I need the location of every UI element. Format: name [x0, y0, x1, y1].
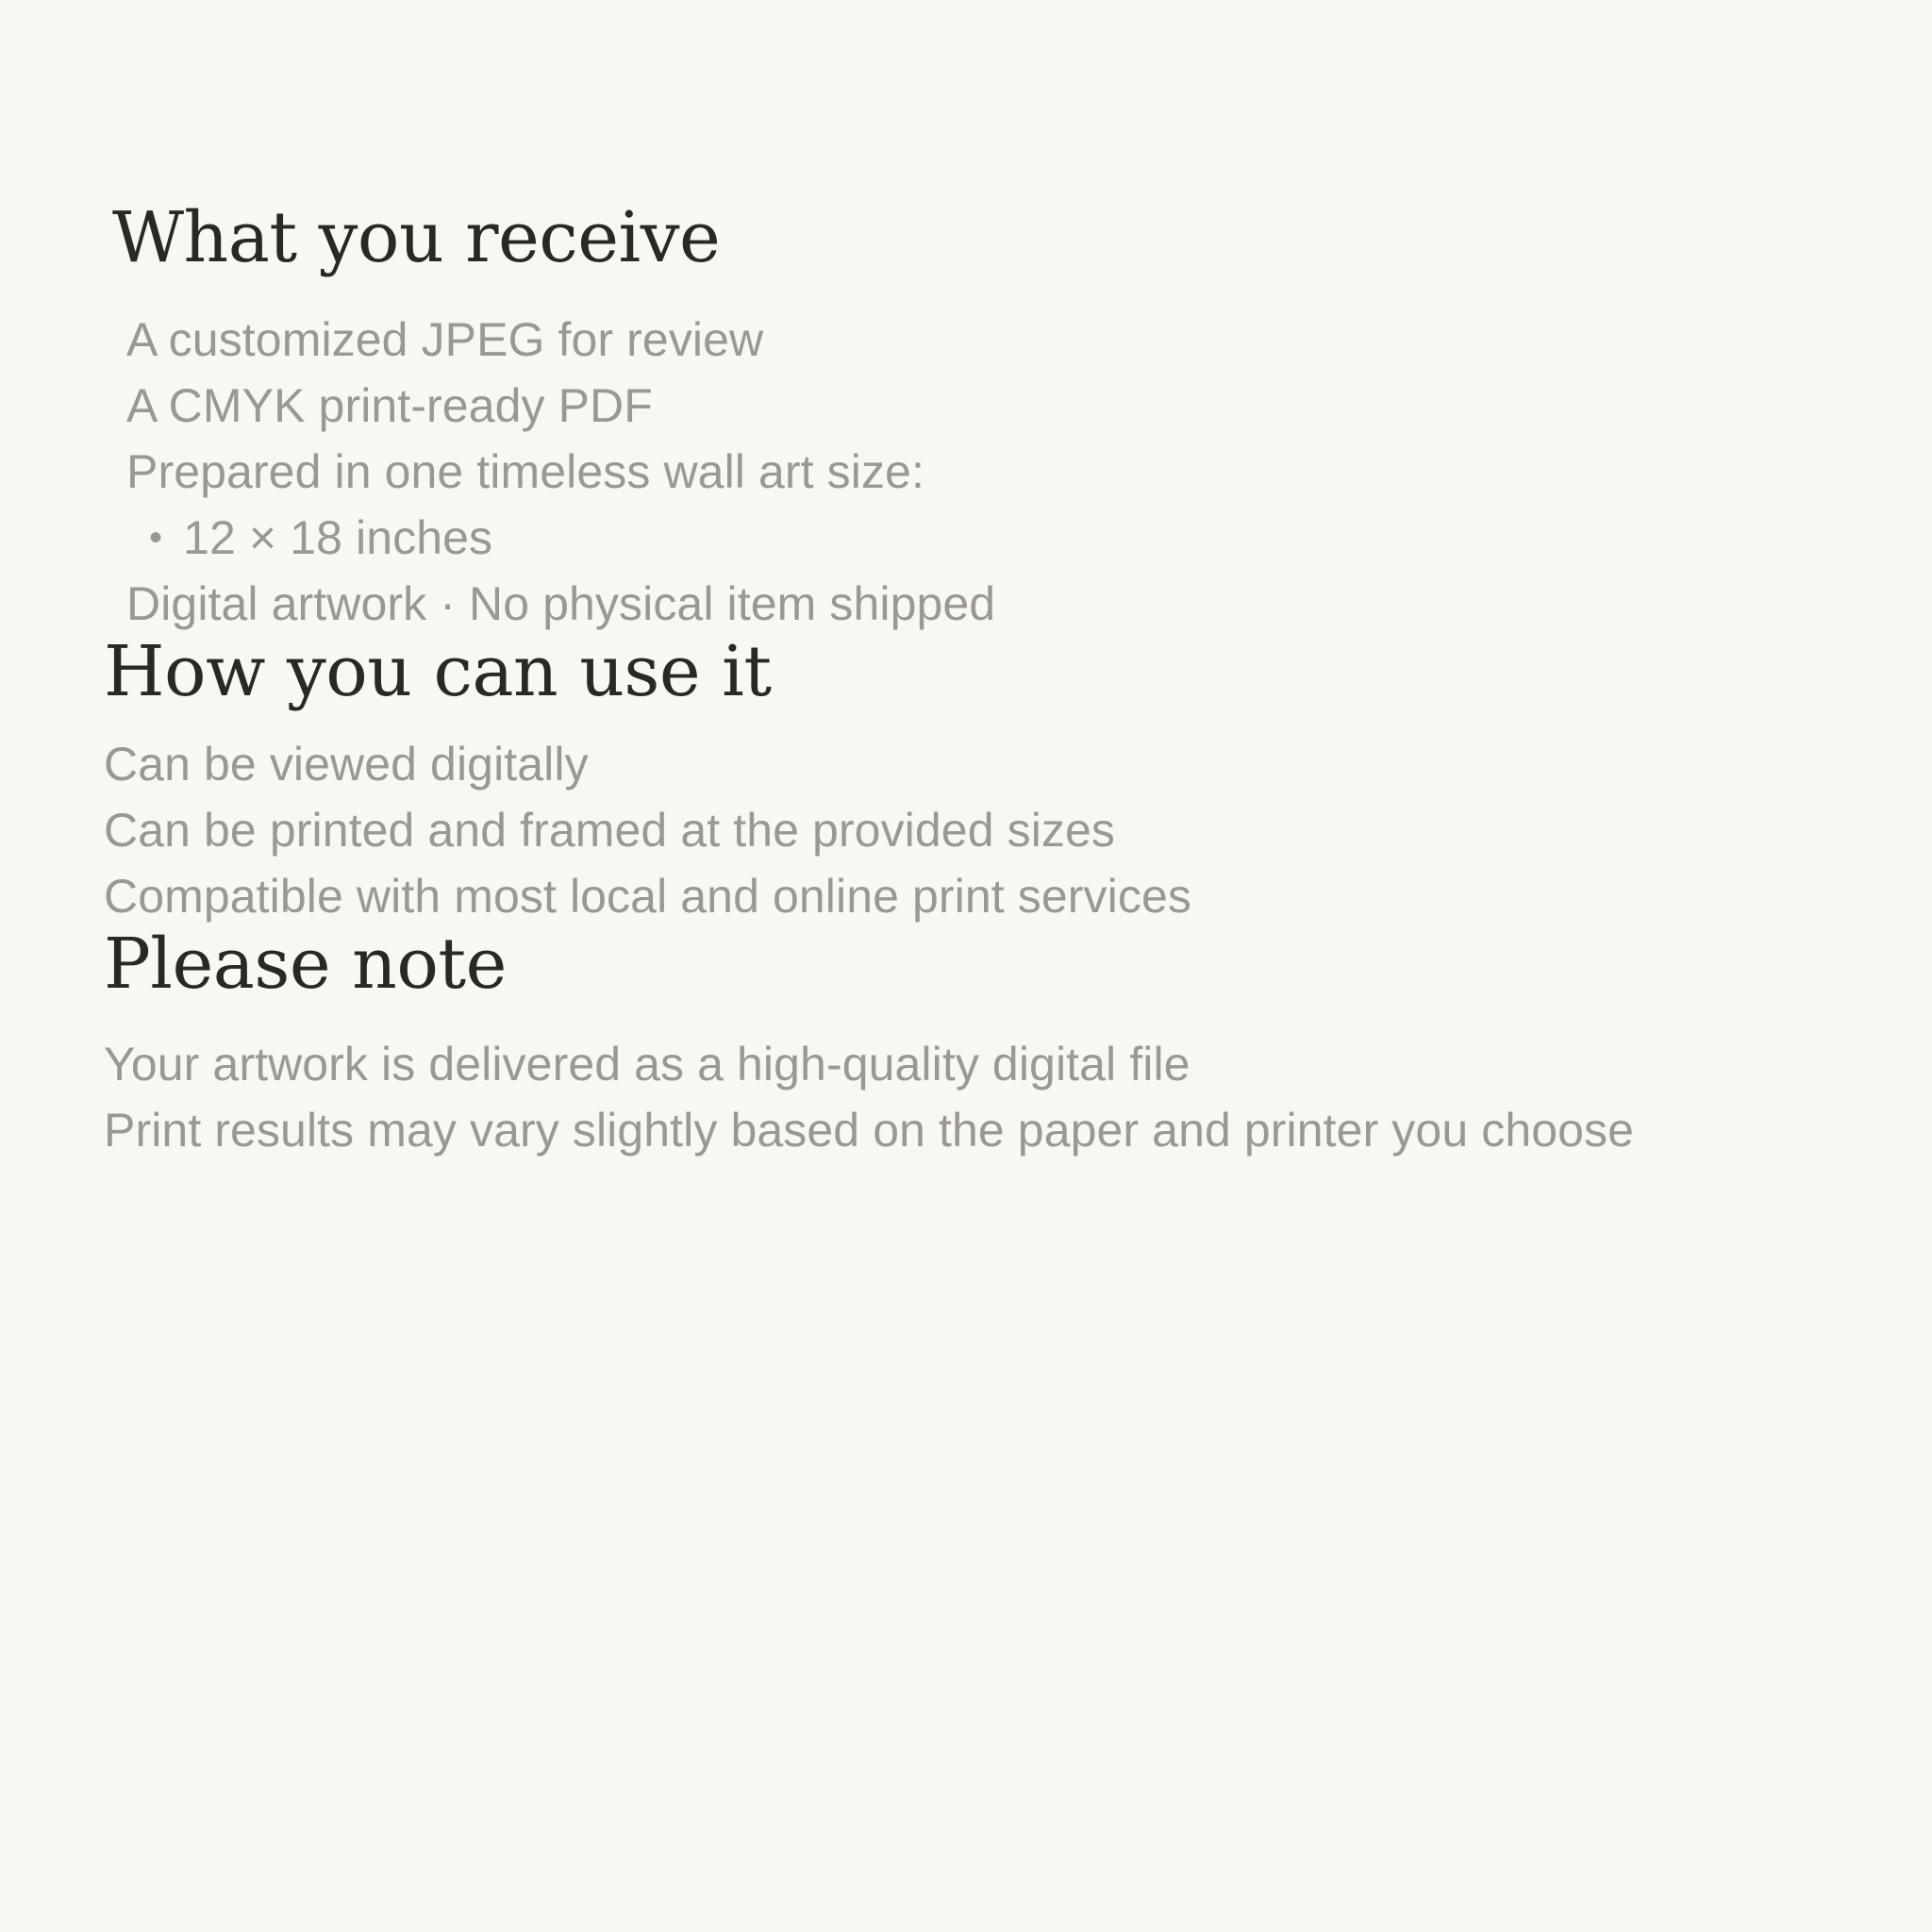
- receive-line-2: A CMYK print-ready PDF: [126, 379, 653, 432]
- use-line-2: Can be printed and framed at the provided sizes: [104, 804, 1116, 857]
- note-line-2: Print results may vary slightly based on the paper and printer you choose: [104, 1104, 1635, 1157]
- bullet-dot-icon: •: [149, 517, 163, 558]
- section-what-you-receive: [104, 197, 1828, 637]
- note-line-1: Your artwork is delivered as a high-quality digital file: [104, 1038, 1191, 1091]
- section-please-note: [104, 924, 1828, 1163]
- receive-footer-note: Digital artwork · No physical item shipped: [126, 577, 996, 630]
- section-heading-what-you-receive: What you receive: [112, 197, 721, 278]
- use-line-1: Can be viewed digitally: [104, 738, 589, 791]
- section-heading-how-you-can-use-it: How you can use it: [104, 631, 772, 712]
- receive-size-label: 12 × 18 inches: [183, 511, 493, 564]
- receive-line-1: A customized JPEG for review: [126, 313, 764, 366]
- section-heading-please-note: Please note: [104, 924, 507, 1005]
- receive-size-bullet: [149, 505, 1828, 571]
- section-how-you-can-use-it: [104, 631, 1828, 929]
- use-line-3: Compatible with most local and online print services: [104, 870, 1191, 923]
- receive-line-3: Prepared in one timeless wall art size:: [126, 445, 924, 498]
